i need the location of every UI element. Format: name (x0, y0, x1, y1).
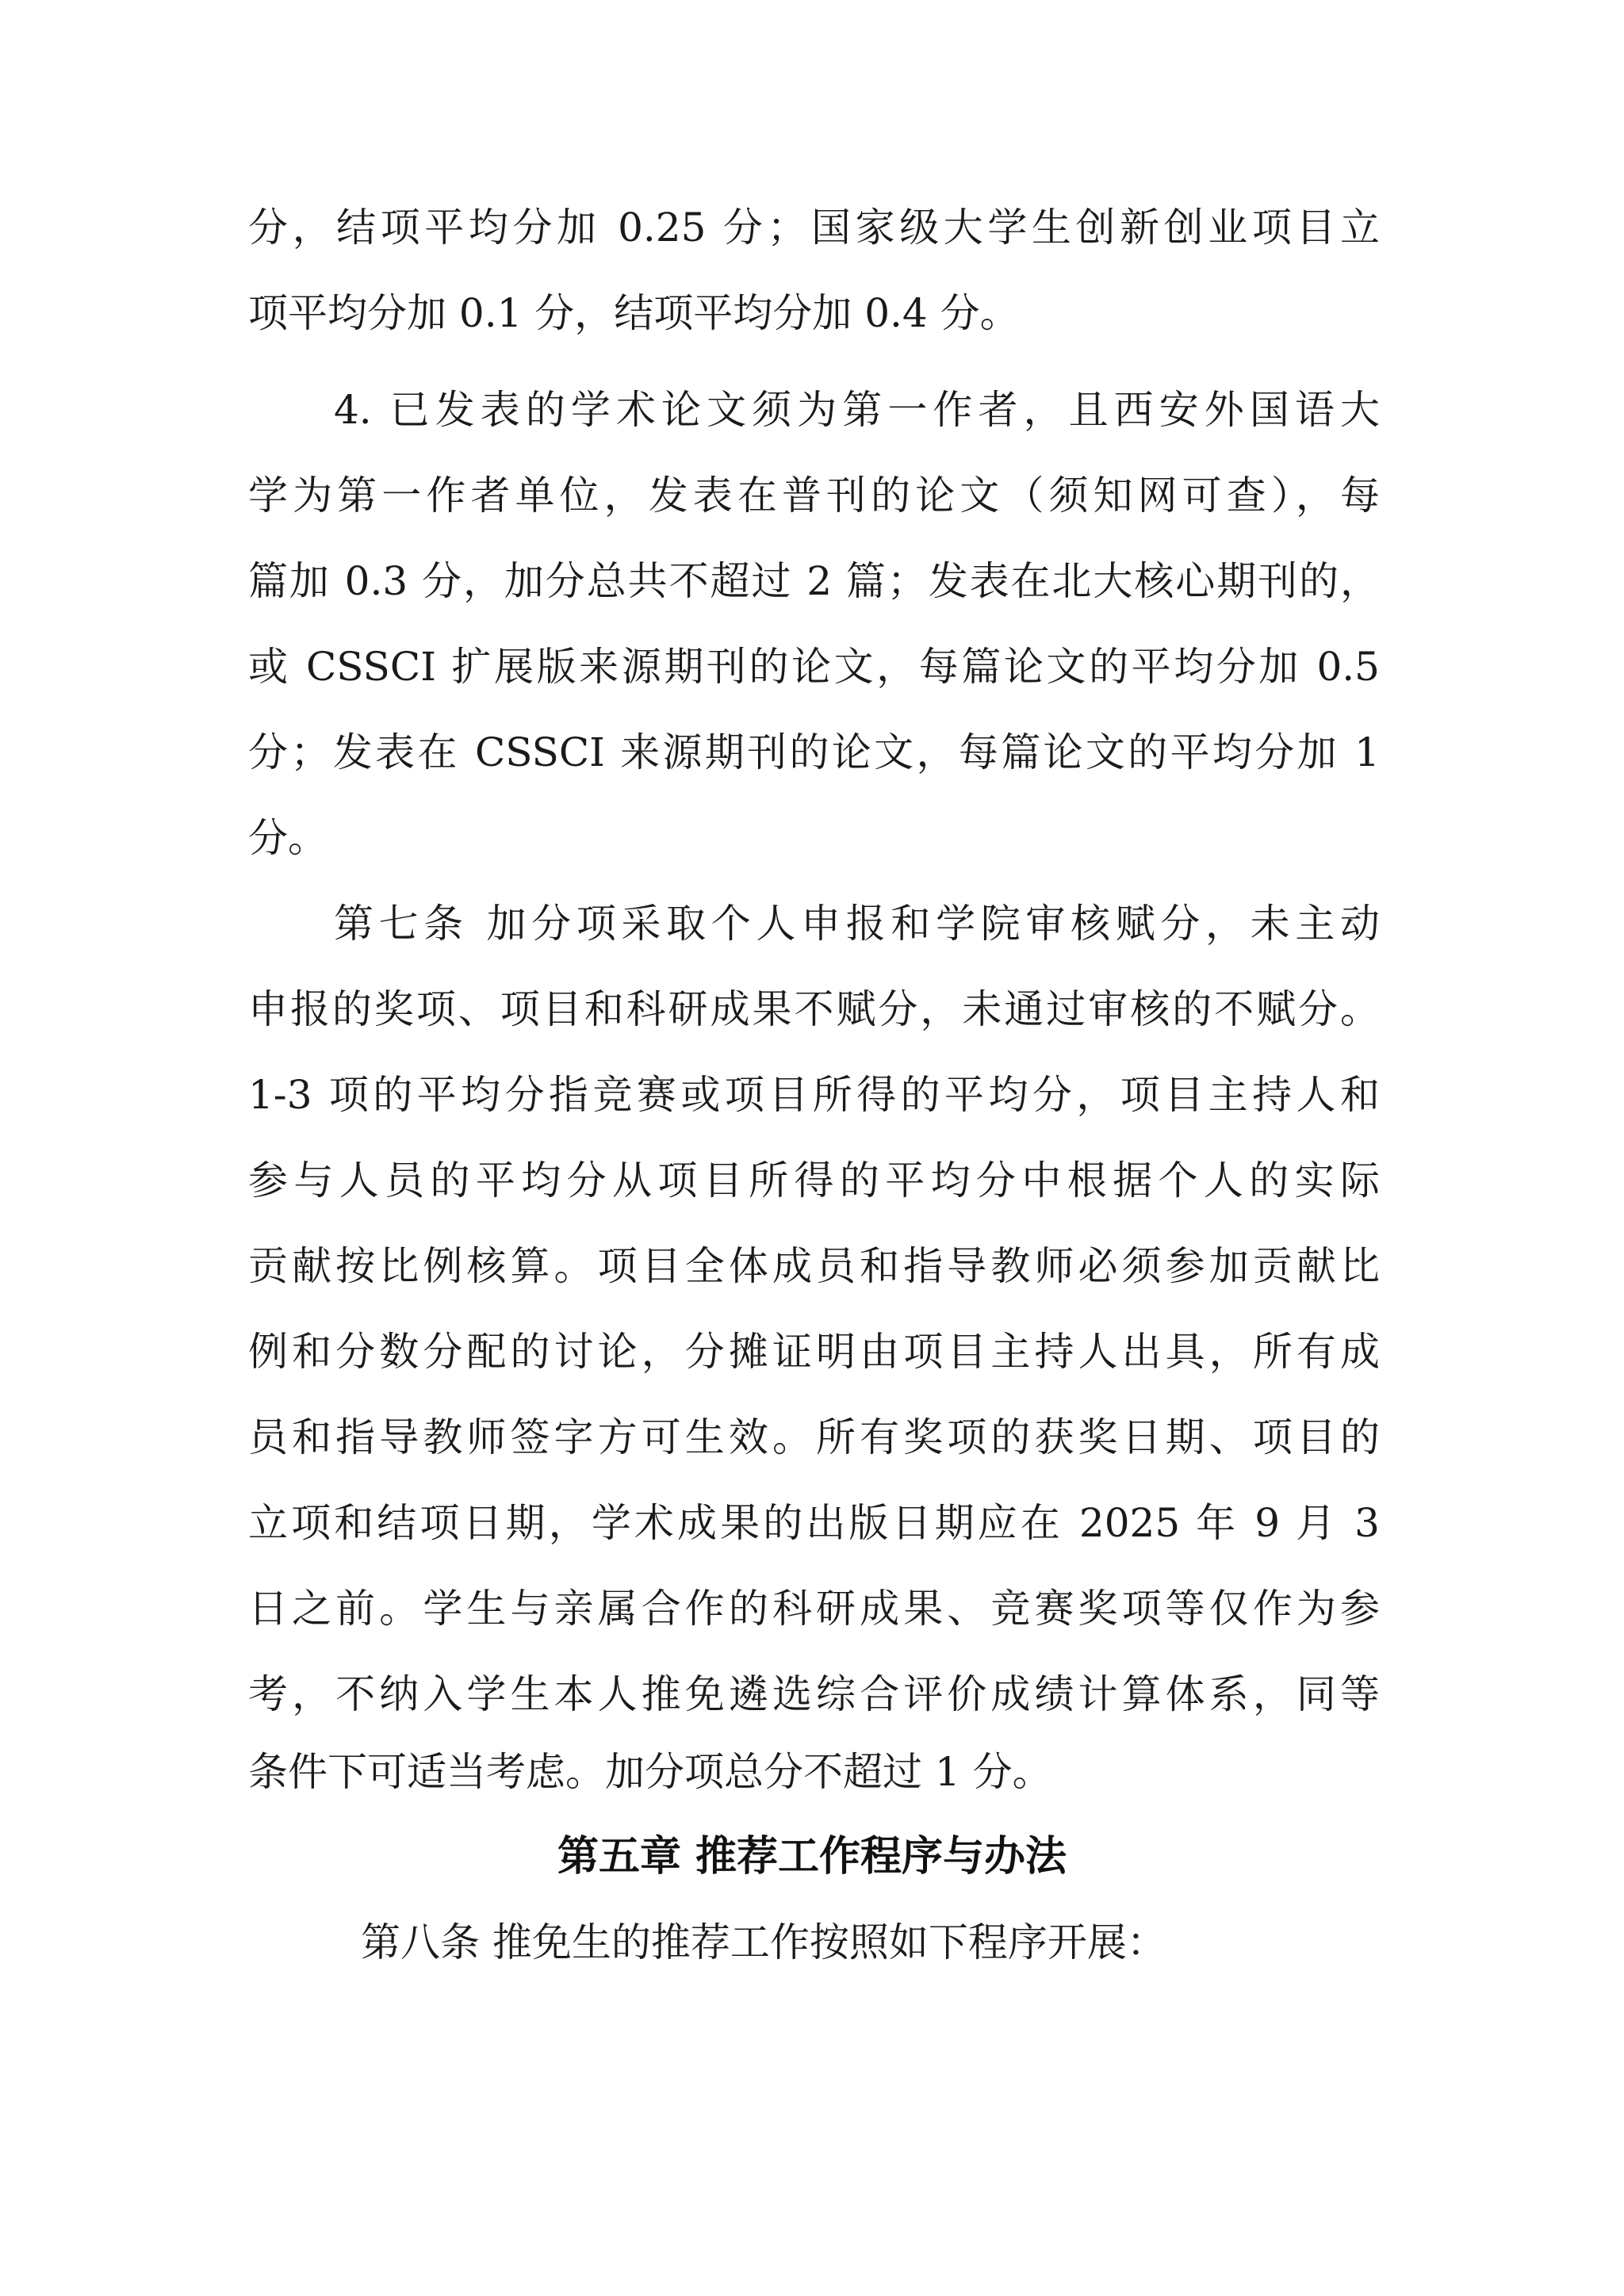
paragraph-line: 员和指导教师签字方可生效。所有奖项的获奖日期、项目的 (248, 1414, 1380, 1460)
paragraph-line: 贡献按比例核算。项目全体成员和指导教师必须参加贡献比 (248, 1243, 1380, 1289)
paragraph-line: 分，结项平均分加 0.25 分；国家级大学生创新创业项目立 (248, 205, 1380, 251)
paragraph-line: 分。 (248, 815, 327, 861)
paragraph-line: 4. 已发表的学术论文须为第一作者，且西安外国语大 (334, 387, 1380, 433)
paragraph-line: 或 CSSCI 扩展版来源期刊的论文，每篇论文的平均分加 0.5 (248, 644, 1380, 690)
paragraph-line: 立项和结项日期，学术成果的出版日期应在 2025 年 9 月 3 (248, 1500, 1380, 1546)
paragraph-line: 1-3 项的平均分指竞赛或项目所得的平均分，项目主持人和 (248, 1072, 1380, 1118)
chapter-heading: 第五章 推荐工作程序与办法 (557, 1833, 1067, 1881)
paragraph-line: 学为第一作者单位，发表在普刊的论文（须知网可查），每 (248, 473, 1380, 519)
paragraph-line: 参与人员的平均分从项目所得的平均分中根据个人的实际 (248, 1158, 1380, 1203)
paragraph-line: 项平均分加 0.1 分，结项平均分加 0.4 分。 (248, 290, 1020, 336)
paragraph-line: 第七条 加分项采取个人申报和学院审核赋分，未主动 (334, 901, 1380, 947)
paragraph-line: 分；发表在 CSSCI 来源期刊的论文，每篇论文的平均分加 1 (248, 729, 1380, 775)
article-eight-line: 第八条 推免生的推荐工作按照如下程序开展： (361, 1919, 1166, 1965)
paragraph-line: 条件下可适当考虑。加分项总分不超过 1 分。 (248, 1749, 1052, 1795)
paragraph-line: 例和分数分配的讨论，分摊证明由项目主持人出具，所有成 (248, 1329, 1380, 1375)
paragraph-line: 申报的奖项、项目和科研成果不赋分，未通过审核的不赋分。 (248, 986, 1380, 1032)
paragraph-line: 篇加 0.3 分，加分总共不超过 2 篇；发表在北大核心期刊的， (248, 558, 1380, 604)
paragraph-line: 日之前。学生与亲属合作的科研成果、竞赛奖项等仅作为参 (248, 1586, 1380, 1632)
paragraph-line: 考，不纳入学生本人推免遴选综合评价成绩计算体系，同等 (248, 1671, 1380, 1717)
